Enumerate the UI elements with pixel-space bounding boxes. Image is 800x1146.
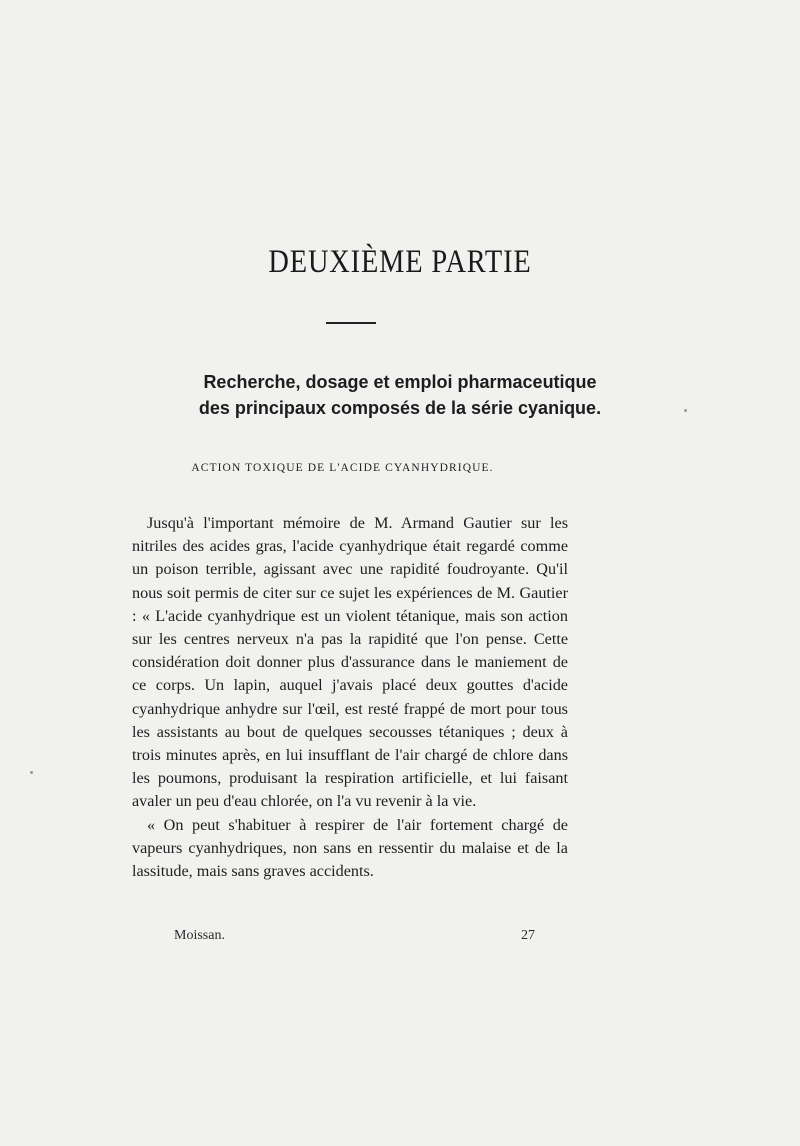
title-divider xyxy=(326,322,376,324)
body-text xyxy=(132,512,568,883)
paper-speck xyxy=(30,771,33,774)
paragraph-2: « On peut s'habituer à respirer de l'air fortement chargé de vapeurs cyanhydriques, non sans en ressentir du malaise et de la lassitude, mais sans graves accidents. xyxy=(132,815,568,881)
paragraph-1: Jusqu'à l'important mémoire de M. Armand Gautier sur les nitriles des acides gras, l'acide cyanhydrique était regardé comme un poison terrible, agissant avec une rapidité foudroyante. Qu'il nous soit permis de citer sur ce sujet les expériences de M. Gautier : « L'acide cyanhydrique est un violent tétanique, mais son action sur les centres nerveux n'a pas la rapidité que l'on pense. Cette considération doit donner plus d'assurance dans le maniement de ce corps. Un lapin, auquel j'avais placé deux gouttes d'acide cyanhydrique anhydre sur l'œil, est resté frappé de mort pour tous les assistants au bout de quelques secousses tétaniques ; deux à trois minutes après, en lui insufflant de l'air chargé de chlore dans les poumons, produisant la respiration artificielle, et lui faisant avaler un peu d'eau chlorée, on l'a vu revenir à la vie. xyxy=(132,514,568,811)
paper-speck xyxy=(684,409,687,412)
subtitle-line-1: Recherche, dosage et emploi pharmaceutique xyxy=(203,372,597,392)
part-title: DEUXIÈME PARTIE xyxy=(268,244,532,280)
page-number: 27 xyxy=(521,928,535,943)
subtitle-line-2: des principaux composés de la série cyanique. xyxy=(198,398,602,418)
footer-signature: Moissan. xyxy=(174,928,225,943)
section-heading: ACTION TOXIQUE DE L'ACIDE CYANHYDRIQUE. xyxy=(191,462,494,474)
